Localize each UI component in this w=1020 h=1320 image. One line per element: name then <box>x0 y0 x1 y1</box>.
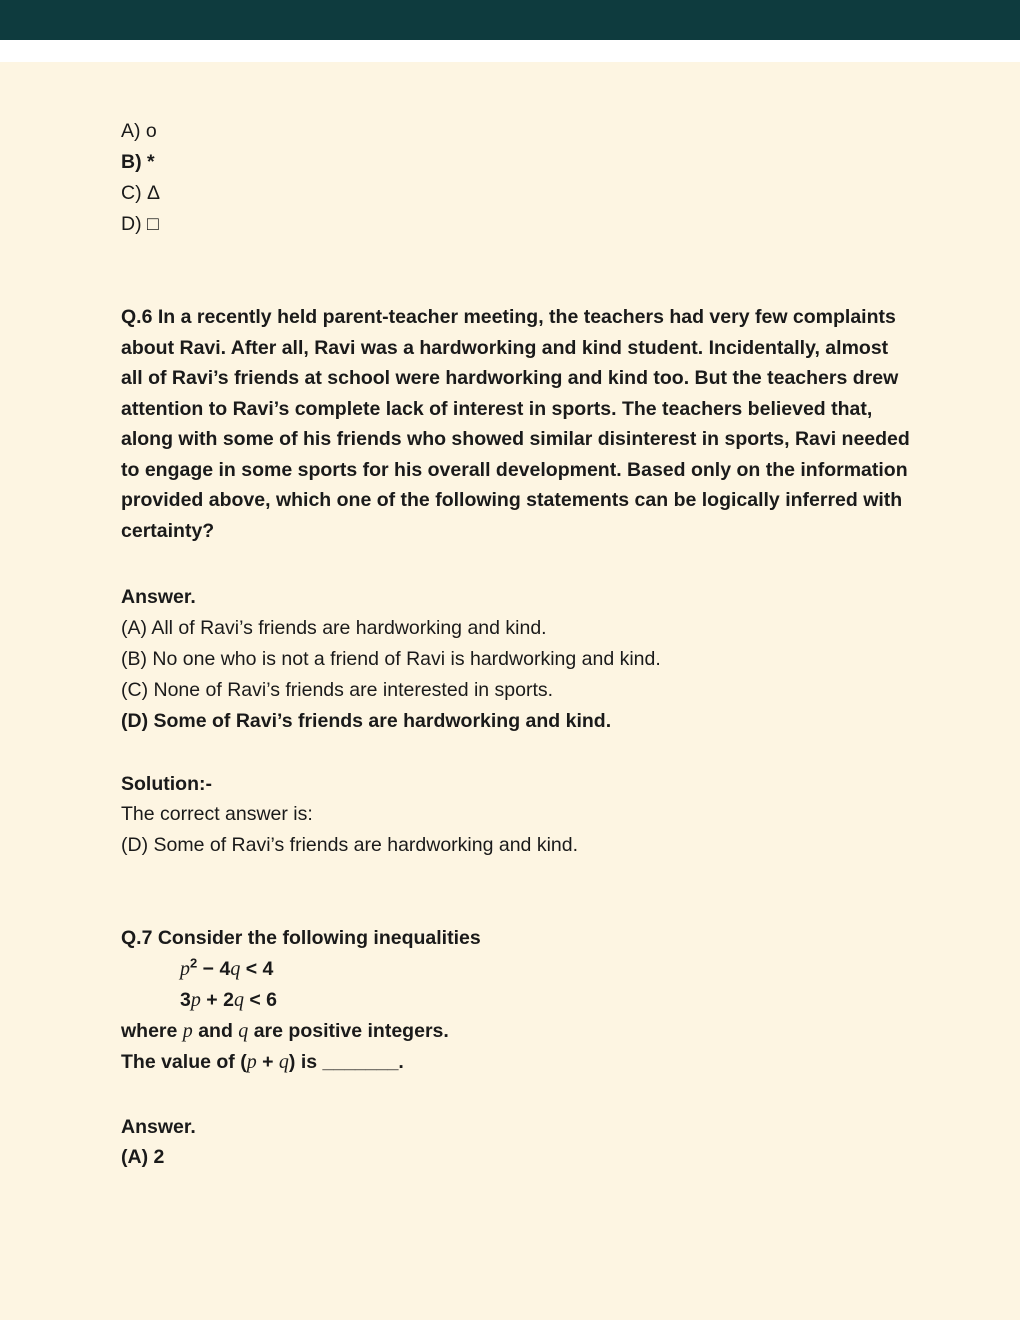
text-segment: The value of ( <box>121 1050 247 1073</box>
text-segment: + <box>256 1050 279 1073</box>
math-comparison: < 4 <box>240 957 274 980</box>
top-dark-bar <box>0 0 1020 40</box>
q6-option-c: (C) None of Ravi’s friends are interested in sports. <box>121 678 554 701</box>
paper-background <box>0 62 1020 1320</box>
q6-solution-label: Solution:- <box>121 772 212 795</box>
q6-option-a: (A) All of Ravi’s friends are hardworking and kind. <box>121 616 547 639</box>
math-coefficient: 3 <box>180 988 191 1011</box>
text-segment: where <box>121 1019 183 1042</box>
math-var-q: q <box>233 988 244 1011</box>
q6-option-b: (B) No one who is not a friend of Ravi is hardworking and kind. <box>121 647 661 670</box>
q6-solution-intro: The correct answer is: <box>121 803 313 825</box>
math-operator-text: − 4 <box>197 957 231 980</box>
math-var-q: q <box>230 957 241 980</box>
prev-option-b: B) * <box>121 151 155 173</box>
prev-option-d: D) □ <box>121 213 159 235</box>
math-var-p: p <box>190 988 201 1011</box>
q7-inequality-1 <box>121 954 910 985</box>
q7-question-title: Q.7 Consider the following inequalities <box>121 927 481 949</box>
q7-where-clause <box>121 1016 910 1047</box>
q6-answer-label: Answer. <box>121 586 196 608</box>
q7-answer-label: Answer. <box>121 1115 196 1138</box>
math-var-q: q <box>278 1050 289 1073</box>
q6-option-d-correct: (D) Some of Ravi’s friends are hardworking and kind. <box>121 709 612 732</box>
prev-option-c: C) Δ <box>121 182 161 204</box>
q6-question-text: Q.6 In a recently held parent-teacher meeting, the teachers had very few complaints about Ravi. After all, Ravi was a hardworking and kind student. Incidentally, almost all of Ravi’s friends at school were hardworking and kind too. But the teachers drew attention to Ravi’s complete lack of interest in sports. The teachers believed that, along with some of his friends who showed similar disinterest in sports, Ravi needed to engage in some sports for his overall development. Based only on the information provided above, which one of the following statements can be logically inferred with certainty? <box>121 306 910 542</box>
math-var-q: q <box>238 1019 249 1042</box>
text-segment: are positive integers. <box>248 1019 449 1042</box>
q7-inequality-2 <box>121 985 910 1016</box>
q6-solution-answer: (D) Some of Ravi’s friends are hardworking and kind. <box>121 834 579 856</box>
math-comparison: < 6 <box>243 988 278 1011</box>
text-segment: ) is _______. <box>288 1050 404 1073</box>
previous-question-options <box>121 116 910 240</box>
math-var-p: p <box>180 957 190 980</box>
prev-option-a: A) o <box>121 120 157 142</box>
q7-answer-value: (A) 2 <box>121 1146 165 1168</box>
math-var-p: p <box>182 1019 193 1042</box>
math-superscript: 2 <box>190 955 198 970</box>
top-white-strip <box>0 40 1020 62</box>
math-operator-text: + 2 <box>200 988 234 1011</box>
math-var-p: p <box>246 1050 257 1073</box>
page-content <box>0 62 1020 1173</box>
q7-value-clause <box>121 1047 910 1078</box>
text-segment: and <box>192 1019 239 1042</box>
